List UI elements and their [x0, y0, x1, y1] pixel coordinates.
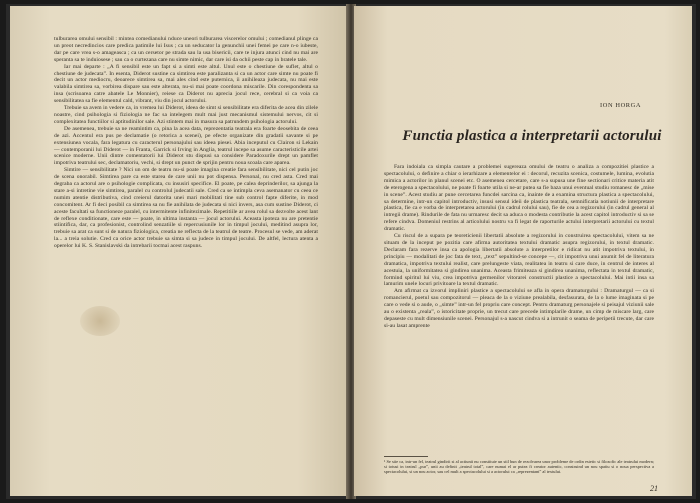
paragraph: Am afirmat ca izvorul impliniri plastice a spectacolului se afla in opera dramaturgului : Dramaturgul — ca si romancierul, poetul sau compozitorul — pleaca de la o viziune prealabila, desfasurata, de la o lume imaginata si pe care o vede si o aude, o „simte” intr-un fel propriu care concept. Pentru dramaturg personajele si peisajul viziunii sale au o existenta „reala”, o istoricitate proprie, un trecut care precede intimplarile drame, un cimp de miscare larg, care depaseste cu mult dimensiunile scenei. Personajul s-a nascut cindva si a intrunit o seama de peripetii trecute, dar care si-au lasat amprente	[384, 288, 654, 329]
book-spread	[6, 4, 696, 499]
page-number: 21	[650, 484, 658, 493]
right-page	[354, 6, 692, 496]
paragraph: Fara indoiala ca simpla cautare a problemei sugereaza omului de teatru o analiza a compozitiei plastice a spectacolului, o definire a chiar o ierarhizare a elementelor ei : decorul, recuzita scenica, costumele, lumina, evolutia mimica a actorilor in planul scenei etc. O asemenea cercetare, care s-a supusa une fine sectionari critice materia atit de eterogena a spectacolului, ne poate fi foarte utila si ne-ar putea sa fie baza unui eventual studiu romanesc de „mise in scene”. Acest studiu ar pune cercetarea funcdei sarcina ca, inainte de a examina structura plastica a spectacolului, sa determine, intr-un capitol introductiv, insusi sensul ideii de plastica teatrala, semnificatia notiunii de interpretare plastica, fie ca e vorba de interpretarea actorului (in cadrul rolului sau), fie de cea a regizorului (in cadrul general al intregii drame). Rindurile de fata nu urmaresc decit sa aduca o modesta contributie la acest capitol introductiv si sa se refere cindva. Domeniul restrins al articolului nostru va fi legat de raporturile actului interpretarii actorului cu textul dramatic.	[384, 164, 654, 233]
footnote: ¹ Se stie ca, intr-un fel, teatrul gindirii si al actiunii nu constituie un stil bun de rezolvarea unor probleme de ordin estetic si filozofic ale teatrului modern; si totusi in teatrul „pur”, unii au definit „teatrul total”, care numai el ar putea fi creator autentic, construind un nou spatiu si o noua perspectiva a spectacolului, si un nou actor, sau cel mult a spectacolului si a actorului ca „reprezentant” al textului.	[384, 459, 654, 475]
paragraph: Iar mai departe : „A fi sensibil este un fapt si a simti este altul. Unul este o chestiune de suflet, altul o chestiune de judecata”. In esenta, Diderot sustine ca simtirea este paralizanta si ca un actor care simte nu poate fi decit un actor mediocru, deoarece simtirea sa, mai ales cind este puternica, ii anihileaza judecata, nu mai este valabila simtirea sa, vorbirea dispare sau este alterata, nu-si mai poate coordona miscarile. Din corespondenta sa insa (scrisoarea catre abatele Le Monnier), reiese ca Diderot nu aprecia jocul rece, cerebral si ca voia ca sensibilitatea sa fie elementul cald, vibrant, viu din jocul actorului.	[54, 63, 318, 105]
paragraph: Cu riscul de a supara pe teoreticienii libertatii absolute a regizorului in construirea spectacolului, vitem sa ne situam de la inceput pe pozitia care afirma autoritatea textului dramatic asupra regizorului, in textul dramatic. Declaram fara rezerve insa ca apologia libertatii absolute a interpretilor e ridicat nu atit impotriva textului, in principiu — modalitati de joc fata de text, „text” sepultind-se concepe —, cit impotriva unui anumit fel de literatura dramatica, impotriva textului realist, care prelungeste viata, realitatea in teatru si care duce, in centrul de interes al acestuia, la uniformitatea si gindirea unanima. Aceasta frimiteaza si gindirea unanima, reflectata in textul dramatic, formind spiritul lui viu, crea impotriva germenilor vitorarei constructii plastice a spectacolului. Mai intii insa sa lamurim unele locuri privitoare la textul dramatic.	[384, 233, 654, 288]
article-title: Functia plastica a interpretarii actorului	[402, 128, 662, 144]
paragraph: De asemenea, trebuie sa ne reamintim ca, pina la acea data, reprezentatia teatrala era foarte deosebita de ceea de azi. Accentul era pus pe declamatie (o retorica a scenei), pe efecte organizate din gradatii savante si pe extensiunea vocala, fara legatura cu caracterul personajului sau ideea piesei. Abia inceputul cu Clairon si Lekain — contemporanii lui Diderot — in Franta, Garrick si Irving in Anglia, teatrul incepe sa asume caracteristicile artei scenice moderne. Unii dintre comentatorii lui Diderot stu dispusi sa considere Paradoxurile drept un pamflet impotriva teatrului sec, declamatoriu, vechi, si drept un punct de sprijin pentru noua scoala care aparea.	[54, 125, 318, 167]
paragraph: Simtire — sensibilitate ? Nici un om de teatru nu-si poate imagina creatie fara sensibilitate, nici cel putin joc de scena onorabil. Simtirea pare ca este starea de care unii nu pot dispensa. Personal, nu cred asta. Cred mai degraba ca actorul are o psihologie complicata, cu insusiri specifice. El poate, pe calea deprinderilor, sa ajunga la stare a-si intretine vie simtirea, paralel cu controlul judecatii sale. Cred ca se intimpla ceva asemanator cu ceea ce numim atentie distributiva, cind creierul datorita unei mari mobilitati tine sub control fapte diferite, in mod concomitent. Ar fi deci posibil ca simtirea sa nu fie anihilata de judecata si nici invers, asa cum sustine Diderot, ci aceste facultati sa functioneze paralel, cu intermitente infinitezimale. Repetitiile ar avea rolul sa dezvolte acest lant de reflexe conditionate, care este — poate, in ultima instanta — jocul actorului. Aceasta ipoteza nu are pretentie stiintifica, dar, ca profesionist, controlind senzatiile si repercusiunile lor in timpul jocului, meditind asupra lor, trebuie sa arat ca sunt si de natura fiziologica, creatia ne reflecta de la teatrul de teatre. Procesul se vede, am aderat la... a treia solutie. Cred ca orice actor trebuie sa simta si sa judece in timpul jocului. De altfel, lectura atenta a operelor lui K. S. Stanislavski da intrebarii tocmai acest raspuns.	[54, 167, 318, 250]
paragraph: tulburarea omului sensibil : mintea comedianului nduce uneori tulburarea viscerelor omului ; comedianul plinge ca un preot necredincios care predica patimile lui Isus ; ca un seducator la genunchii unei femei pe care n-o iubeste, dar pe care vrea s-o amageasca ; ca un cersetor pe strada sau la usa bisericii, care te injura atunci cind nu mai are speranta sa te induiosese ; sau ca o curtezana care nu simte nimic, dar care isi da ochii peste cap in bratele tale.	[54, 36, 318, 63]
article-author: ION HORGA	[600, 102, 642, 109]
footnote-divider	[384, 456, 428, 457]
left-page-text	[54, 36, 318, 250]
paragraph: Trebuie sa avem in vedere ca, in vremea lui Diderot, ideea de simt si sensibilitate era diferita de acea din zilele noastre, cind psihologia si fiziologia ne fac sa intelegem mult mai just mecanismul sistemului nervos, cit si complexitatea functiilor si aptitudinilor sale. Azi stintem mai in masura sa patrundem psihologia actorului.	[54, 105, 318, 125]
left-page	[10, 6, 348, 496]
right-page-text	[384, 164, 654, 330]
page-stain	[80, 306, 120, 336]
